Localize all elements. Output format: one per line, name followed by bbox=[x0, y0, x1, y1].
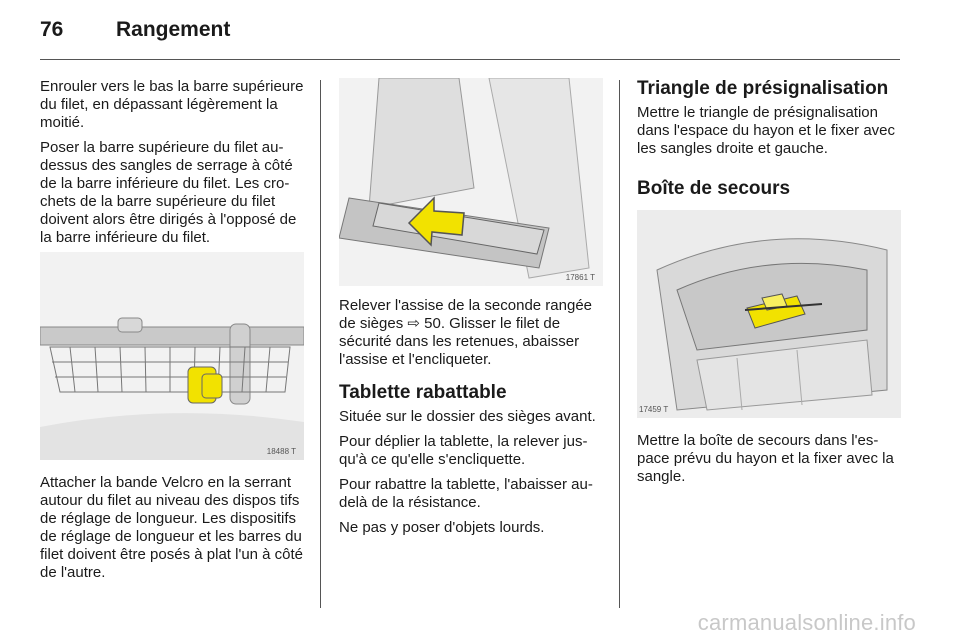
watermark: carmanualsonline.info bbox=[697, 610, 916, 635]
paragraph: Mettre le triangle de présignalisation dans l'espace du hayon et le fixer avec les sangles droite et gauche. bbox=[637, 104, 896, 157]
page-title: Rangement bbox=[116, 18, 231, 41]
column-3-bottom bbox=[637, 432, 903, 493]
paragraph: Relever l'assise de la seconde rangée de sièges ⇨ 50. Glisser le filet de sécurité dans les retenues, abaisser l'assise et l'encliqueter. bbox=[339, 297, 593, 368]
section-heading: Boîte de secours bbox=[637, 178, 791, 199]
paragraph: Enrouler vers le bas la barre supérieure du filet, en dépassant légèrement la moitié. bbox=[40, 78, 304, 131]
column-3-top bbox=[637, 78, 903, 204]
image-code: 18488 T bbox=[266, 447, 296, 456]
image-code: 17459 T bbox=[639, 405, 669, 414]
paragraph: Ne pas y poser d'objets lourds. bbox=[339, 519, 545, 536]
column-divider-2 bbox=[619, 80, 620, 608]
paragraph: Poser la barre supérieure du filet au-dessus des sangles de serrage à côté de la barre inférieure du filet. Les crochets de la barre supérieure du filet doivent alors être dirigés à l'opposé de la barre inférieure du filet. bbox=[40, 139, 297, 246]
column-1-top bbox=[40, 78, 304, 254]
section-heading: Triangle de présignalisation bbox=[637, 78, 889, 99]
header-rule bbox=[40, 59, 900, 60]
seat-net-illustration bbox=[339, 78, 603, 286]
paragraph: Pour rabattre la tablette, l'abaisser au-delà de la résistance. bbox=[339, 476, 593, 511]
paragraph: Située sur le dossier des sièges avant. bbox=[339, 408, 596, 425]
page-ref: 50 bbox=[424, 315, 441, 332]
page-number: 76 bbox=[40, 18, 64, 41]
column-1-bottom bbox=[40, 474, 304, 589]
paragraph: Pour déplier la tablette, la relever jusqu'à ce qu'elle s'encliquette. bbox=[339, 433, 588, 468]
page-ref-icon: ⇨ bbox=[407, 315, 425, 332]
column-2-text bbox=[339, 297, 605, 544]
paragraph: Mettre la boîte de secours dans l'espace prévu du hayon et la fixer avec la sangle. bbox=[637, 432, 894, 485]
section-heading: Tablette rabattable bbox=[339, 382, 507, 403]
net-velcro-illustration bbox=[40, 252, 304, 460]
image-code: 17861 T bbox=[565, 273, 595, 282]
paragraph: Attacher la bande Velcro en la serrant autour du filet au niveau des dispos tifs de réglage de longueur. Les dispositifs de réglage de longueur et les barres du filet doivent être posés à plat l'un à côté de l'autre. bbox=[40, 474, 304, 581]
column-divider-1 bbox=[320, 80, 321, 608]
tailgate-first-aid-illustration bbox=[637, 210, 901, 418]
